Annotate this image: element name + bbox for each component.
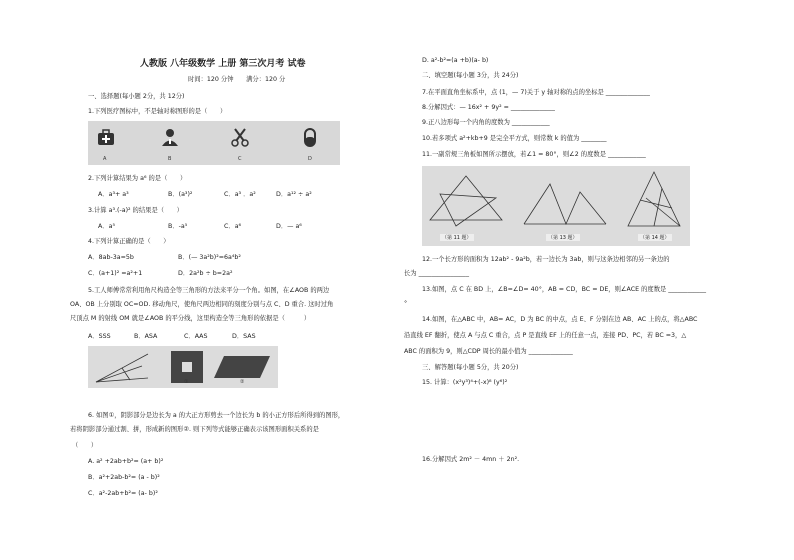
- figure-q14-triangle: [622, 168, 686, 232]
- question-9: 9.正八边形每一个内角的度数为 ____________: [422, 119, 550, 126]
- pill-bottle-icon: [300, 127, 320, 147]
- question-6-line-1: 6. 如图①，阴影部分是边长为 a 的大正方形剪去一个边长为 b 的小正方形后所得到的图形，: [88, 412, 345, 419]
- q4-option-c: C．(a+1)² =a²+1: [88, 270, 143, 277]
- question-2: 2.下列计算结果为 a⁶ 的是（ ）: [88, 175, 187, 182]
- question-6-line-2: 若将阴影部分通过割、拼，形成新的图形②. 则下列等式能够正确表示该图形面积关系的是: [70, 426, 319, 433]
- figure-2-label: ②: [240, 379, 245, 385]
- q3-option-b: B．-a⁵: [168, 223, 188, 230]
- figures-11-13-14: [422, 166, 690, 246]
- section-3-heading: 三、解答题(每小题 5分，共 20分): [422, 364, 519, 371]
- figure-caption-11: （第 11 题）: [442, 235, 472, 241]
- question-13-line-2: °: [404, 300, 408, 307]
- question-15: 15. 计算：(x²y³)⁴+(-x)⁸ (y⁶)²: [422, 379, 508, 386]
- q5-q6-figure-strip: [88, 346, 278, 388]
- time-line: 时间：120 分钟 满分：120 分: [188, 76, 286, 83]
- question-6-line-3: （ ）: [72, 442, 98, 449]
- q2-option-c: C．a³ ．a²: [224, 191, 256, 198]
- q2-option-b: B．(a³)²: [168, 191, 193, 198]
- q1-label-a: A: [103, 156, 107, 162]
- question-14-line-2: 沿直线 EF 翻折，使点 A 与点 C 重合，点 P 是直线 EF 上的任意一点，连接 PD、PC，若 BC =3，△: [404, 332, 687, 339]
- question-7: 7.在平面直角坐标系中，点 (1，— 7)关于 y 轴对称的点的坐标是 ______________: [422, 89, 650, 96]
- q4-option-a: A．8ab-3a=5b: [88, 254, 134, 261]
- medical-kit-icon: [96, 127, 116, 147]
- question-5-line-2: OA、OB 上分别取 OC=OD. 移动角尺，使角尺两边相同的刻度分别与点 C、D 重合. 这时过角: [70, 301, 334, 308]
- q6-option-a: A. a² +2ab+b²= (a+ b)²: [88, 458, 164, 465]
- q1-label-d: D: [308, 156, 312, 162]
- q4-option-b: B．(— 3a²b)²=6a⁴b²: [178, 254, 241, 261]
- question-14-line-3: ABC 的面积为 9，则△CDP 周长的最小值为 ______________: [404, 348, 573, 355]
- q5-option-b: B．ASA: [134, 333, 158, 340]
- question-5-line-3: 尺顶点 M 的射线 OM 就是∠AOB 的平分线，这里构造全等三角形的依据是（ ）: [70, 315, 311, 322]
- q3-option-d: D．— a⁶: [276, 223, 302, 230]
- page-title: 人教版 八年级数学 上册 第三次月考 试卷: [140, 59, 306, 69]
- question-4: 4.下列计算正确的是（ ）: [88, 238, 170, 245]
- q1-label-b: B: [168, 156, 172, 162]
- q4-option-d: D．2a²b ÷ b=2a²: [178, 270, 233, 277]
- q6-option-c: C．a²-2ab+b²= (a- b)²: [88, 490, 158, 497]
- q5-option-a: A．SSS: [88, 333, 111, 340]
- q2-option-d: D．a¹² ÷ a²: [276, 191, 312, 198]
- q1-icon-strip: [88, 121, 340, 165]
- figure-1-label: ①: [184, 379, 189, 385]
- question-13-line-1: 13.如图，点 C 在 BD 上，∠B=∠D= 40°，AB = CD，BC = DE，则∠ACE 的度数是 ____________: [422, 286, 707, 293]
- question-10: 10.若多项式 a²+kb+9 是完全平方式，则常数 k 的值为 ________: [422, 135, 607, 142]
- question-12-line-1: 12.一个长方形的面积为 12ab² - 9a²b，若一边长为 3ab，则与这条边相邻的另一条边的: [422, 256, 670, 263]
- figure-caption-14: （第 14 题）: [640, 235, 670, 241]
- q6-option-b: B．a²+2ab-b²= (a - b)²: [88, 474, 160, 481]
- q3-option-c: C．a⁶: [224, 223, 242, 230]
- q6-option-d: D. a²-b²=(a +b)(a- b): [422, 57, 489, 64]
- parallelogram-figure-2: [212, 354, 272, 380]
- scissors-icon: [230, 127, 250, 147]
- section-2-heading: 二、填空题(每小题 3分，共 24分): [422, 72, 519, 79]
- q1-label-c: C: [238, 156, 242, 162]
- question-1: 1.下列医疗图标中，不是轴对称图形的是（ ）: [88, 108, 227, 115]
- q2-option-a: A．a³+ a³: [98, 191, 129, 198]
- question-14-line-1: 14.如图，在△ABC 中，AB= AC，D 为 BC 的中点，点 E、F 分别在边 AB、AC 上的点，将△ABC: [422, 316, 698, 323]
- question-12-line-2: 长为 ________________: [404, 270, 469, 277]
- figure-q11-triangles: [426, 170, 506, 230]
- q3-option-a: A．a⁵: [98, 223, 115, 230]
- section-1-heading: 一、选择题(每小题 2分，共 12分): [88, 93, 185, 100]
- question-3: 3.计算 a³.(-a)² 的结果是（ ）: [88, 207, 183, 214]
- q5-option-d: D．SAS: [232, 333, 256, 340]
- question-11: 11.一副常规三角板如图所示摆放，若∠1 = 80°，则∠2 的度数是 ____________: [422, 151, 646, 158]
- angle-bisector-diagram: [92, 348, 152, 386]
- question-5-line-1: 5.工人师傅常常利用角尺构造全等三角形的方法来平分一个角。如图，在∠AOB 的两边: [88, 287, 330, 294]
- figure-caption-13: （第 13 题）: [548, 235, 578, 241]
- question-16: 16.分解因式 2m² － 4mn ＋ 2n².: [422, 456, 520, 463]
- figure-q13-triangles: [520, 174, 610, 230]
- question-8: 8.分解因式：— 16x² + 9y² = ______________: [422, 104, 555, 111]
- doctor-icon: [160, 127, 180, 147]
- q5-option-c: C．AAS: [184, 333, 208, 340]
